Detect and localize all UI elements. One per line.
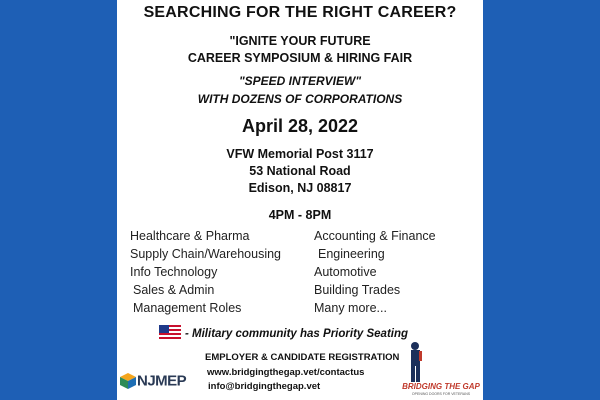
flyer-panel — [117, 0, 483, 400]
industry-item: Automotive — [314, 265, 377, 279]
venue-street: 53 National Road — [249, 164, 351, 178]
njmep-cube-icon — [119, 372, 137, 390]
registration-title: EMPLOYER & CANDIDATE REGISTRATION — [205, 352, 400, 363]
headline: SEARCHING FOR THE RIGHT CAREER? — [143, 4, 457, 21]
industry-item: Accounting & Finance — [314, 229, 436, 243]
bridging-the-gap-tagline: OPENING DOORS FOR VETERANS — [411, 392, 471, 396]
registration-email[interactable]: info@bridgingthegap.vet — [208, 381, 321, 392]
soldier-silhouette-icon — [399, 340, 483, 384]
event-title-line-1: "IGNITE YOUR FUTURE — [229, 34, 371, 48]
venue-name: VFW Memorial Post 3117 — [226, 147, 374, 161]
bridging-the-gap-logo — [399, 340, 483, 400]
bridging-the-gap-text: BRIDGING THE GAP — [402, 382, 480, 391]
industry-item: Building Trades — [314, 283, 401, 297]
njmep-logo-text: NJMEP — [137, 372, 187, 390]
us-flag-icon — [159, 325, 181, 339]
industry-item: Supply Chain/Warehousing — [130, 247, 282, 261]
industry-item: Many more... — [314, 301, 387, 315]
priority-note — [159, 325, 408, 340]
industry-item: Sales & Admin — [133, 283, 215, 297]
industry-item: Engineering — [318, 247, 385, 261]
event-date: April 28, 2022 — [241, 116, 359, 136]
venue-city: Edison, NJ 08817 — [248, 181, 352, 195]
priority-text: - Military community has Priority Seating — [185, 328, 409, 340]
njmep-logo — [119, 372, 186, 394]
speed-interview-line-2: WITH DOZENS OF CORPORATIONS — [197, 92, 403, 106]
industry-item: Info Technology — [130, 265, 218, 279]
industries-left-list — [130, 227, 281, 317]
event-time: 4PM - 8PM — [268, 208, 332, 222]
industry-item: Management Roles — [133, 301, 242, 315]
industries-right-list — [314, 227, 436, 317]
event-title-line-2: CAREER SYMPOSIUM & HIRING FAIR — [187, 51, 413, 65]
registration-url[interactable]: www.bridgingthegap.vet/contactus — [207, 367, 365, 378]
industry-item: Healthcare & Pharma — [130, 229, 250, 243]
speed-interview-line-1: "SPEED INTERVIEW" — [238, 74, 362, 88]
